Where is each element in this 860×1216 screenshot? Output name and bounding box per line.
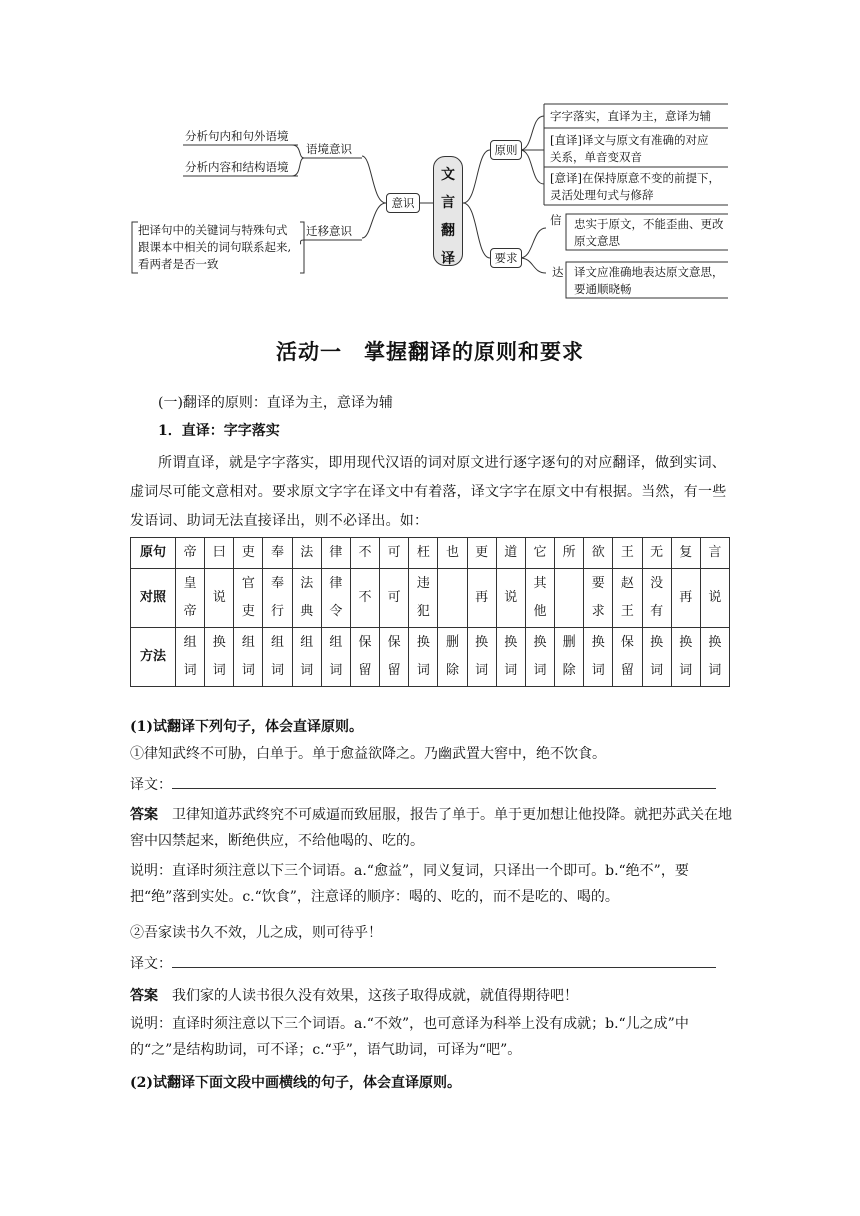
node-yuanze [490, 140, 522, 160]
cell-text: 其他 [533, 576, 547, 619]
cell-text: 违犯 [416, 576, 430, 619]
cell-text: 删除 [445, 635, 459, 678]
table-cell [205, 569, 234, 628]
section-heading-principle: (一)翻译的原则：直译为主，意译为辅 [158, 395, 393, 411]
cell-text: 换词 [416, 635, 430, 678]
cell-text: 欲 [591, 545, 605, 560]
table-cell [555, 628, 584, 687]
cell-text: 法 [300, 545, 314, 560]
cell-text: 官吏 [241, 576, 255, 619]
cell-text: 律 [329, 545, 343, 560]
xin-desc-1: 忠实于原文，不能歪曲、更改 [574, 217, 724, 231]
cell-text: 皇帝 [183, 576, 197, 619]
table-cell [350, 538, 379, 569]
table-cell [700, 569, 729, 628]
cell-text: 换词 [679, 635, 693, 678]
cell-text: 不 [358, 590, 372, 605]
table-cell [438, 569, 467, 628]
table-cell [642, 538, 671, 569]
answer-2-text: 我们家的人读书很久没有效果，这孩子取得成就，就值得期待吧！ [172, 988, 578, 1004]
table-cell [584, 628, 613, 687]
cell-text: 言 [708, 545, 722, 560]
cell-text: 枉 [416, 545, 430, 560]
table-cell [496, 538, 525, 569]
activity-title: 活动一 掌握翻译的原则和要求 [276, 339, 584, 364]
table-cell [234, 569, 263, 628]
translation-label: 译文： [130, 777, 172, 793]
row-label: 方法 [131, 628, 176, 687]
table-cell [321, 628, 350, 687]
cell-text: 奉 [271, 545, 285, 560]
table-cell [525, 628, 554, 687]
yuanze-item-2b: 关系，单音变双音 [550, 150, 642, 164]
node-yaoqiu-label: 要求 [494, 251, 518, 265]
table-cell [467, 538, 496, 569]
cell-text: 律令 [329, 576, 343, 619]
mind-map-connectors [0, 0, 860, 320]
exercise-2-heading: (2)试翻译下面文段中画横线的句子，体会直译原则。 [130, 1075, 461, 1091]
mind-map-center-node [433, 156, 463, 266]
cell-text: 赵王 [620, 576, 634, 619]
cell-text: 换词 [212, 635, 226, 678]
table-cell [263, 569, 292, 628]
cell-text: 换词 [591, 635, 605, 678]
cell-text: 组词 [271, 635, 285, 678]
table-cell [263, 538, 292, 569]
table-cell [700, 628, 729, 687]
cell-text: 不 [358, 545, 372, 560]
cell-text: 说 [504, 590, 518, 605]
table-cell [642, 628, 671, 687]
cell-text: 保留 [620, 635, 634, 678]
cell-text: 帝 [183, 545, 197, 560]
table-cell [700, 538, 729, 569]
table-cell [671, 538, 700, 569]
cell-text: 删除 [562, 635, 576, 678]
cell-text: 组词 [329, 635, 343, 678]
table-cell [613, 538, 642, 569]
table-cell [671, 569, 700, 628]
cell-text: 可 [387, 590, 401, 605]
note-2: 说明：直译时须注意以下三个词语。a.“不效”，也可意译为科举上没有成就；b.“儿之成”中的“之”是结构助词，可不译；c.“乎”，语气助词，可译为“吧”。 [130, 1016, 689, 1058]
table-cell [176, 538, 205, 569]
node-xin: 信 [550, 213, 562, 227]
translation-line-1 [130, 772, 736, 798]
table-cell [409, 569, 438, 628]
xin-desc-2: 原文意思 [574, 234, 620, 248]
row-mapping [131, 569, 730, 628]
node-yaoqiu [490, 248, 522, 268]
intro-paragraph: 所谓直译，就是字字落实，即用现代汉语的词对原文进行逐字逐句的对应翻译，做到实词、虚词尽可能文意相对。要求原文字字在译文中有着落，译文字字在原文中有根据。当然，有一些发语词、助词无法直接译出，则不必译出。如： [130, 455, 727, 529]
answer-1 [130, 802, 736, 854]
table-cell [263, 628, 292, 687]
cell-text: 没有 [650, 576, 664, 619]
table-cell [292, 538, 321, 569]
table-cell [671, 628, 700, 687]
table-cell [234, 628, 263, 687]
node-yujing: 语境意识 [306, 142, 352, 156]
cell-text: 再 [679, 590, 693, 605]
yujing-item-2: 分析内容和结构语境 [185, 160, 289, 174]
table-cell [350, 569, 379, 628]
qianyi-desc-3: 看两者是否一致 [138, 257, 219, 271]
table-cell [292, 569, 321, 628]
table-cell [205, 628, 234, 687]
translation-label: 译文： [130, 956, 172, 972]
yuanze-item-1: 字字落实，直译为主，意译为辅 [550, 109, 711, 123]
table-cell [496, 628, 525, 687]
answer-label: 答案 [130, 988, 158, 1004]
answer-label: 答案 [130, 807, 158, 823]
node-yishi-label: 意识 [391, 196, 415, 210]
note-1: 说明：直译时须注意以下三个词语。a.“愈益”，同义复词，只译出一个即可。b.“绝不”，要把“绝”落到实处。c.“饮食”，注意译的顺序：喝的、吃的，而不是吃的、喝的。 [130, 863, 689, 905]
qianyi-desc-1: 把译句中的关键词与特殊句式 [138, 223, 288, 237]
table-cell [525, 538, 554, 569]
table-cell [555, 569, 584, 628]
answer-blank-2[interactable] [172, 953, 716, 968]
cell-text: 换词 [475, 635, 489, 678]
cell-text: 换词 [504, 635, 518, 678]
cell-text: 无 [650, 545, 664, 560]
table-cell [467, 628, 496, 687]
table-cell [438, 628, 467, 687]
answer-blank-1[interactable] [172, 774, 716, 789]
mind-map [0, 0, 860, 320]
table-cell [176, 569, 205, 628]
cell-text: 说 [708, 590, 722, 605]
section-heading-literal: 1．直译：字字落实 [158, 423, 280, 439]
node-yuanze-label: 原则 [494, 143, 518, 157]
table-cell [409, 628, 438, 687]
translation-line-2 [130, 951, 736, 977]
cell-text: 再 [475, 590, 489, 605]
da-desc-2: 要通顺晓畅 [574, 282, 632, 296]
cell-text: 换词 [533, 635, 547, 678]
cell-text: 要求 [591, 576, 605, 619]
cell-text: 换词 [708, 635, 722, 678]
table-cell [496, 569, 525, 628]
answer-1-text: 卫律知道苏武终究不可威逼而致屈服，报告了单于。单于更加想让他投降。就把苏武关在地窖中囚禁起来，断绝供应，不给他喝的、吃的。 [130, 807, 732, 849]
exercise-1-sentence-2: ②吾家读书久不效，儿之成，则可待乎！ [130, 925, 382, 941]
cell-text: 法典 [300, 576, 314, 619]
table-cell [380, 569, 409, 628]
cell-text: 可 [387, 545, 401, 560]
cell-text: 换词 [650, 635, 664, 678]
table-cell [380, 628, 409, 687]
cell-text: 说 [212, 590, 226, 605]
table-cell [584, 538, 613, 569]
comparison-table [130, 537, 730, 687]
cell-text: 王 [620, 545, 634, 560]
table-cell [321, 569, 350, 628]
table-cell [467, 569, 496, 628]
row-label: 原句 [131, 538, 176, 569]
cell-text: 保留 [387, 635, 401, 678]
row-label: 对照 [131, 569, 176, 628]
table-cell [613, 628, 642, 687]
table-cell [525, 569, 554, 628]
table-cell [205, 538, 234, 569]
cell-text: 复 [679, 545, 693, 560]
table-cell [176, 628, 205, 687]
yuanze-item-3b: 灵活处理句式与修辞 [550, 188, 654, 202]
table-cell [409, 538, 438, 569]
cell-text: 更 [475, 545, 489, 560]
table-cell [555, 538, 584, 569]
table-cell [350, 628, 379, 687]
row-original [131, 538, 730, 569]
cell-text: 组词 [241, 635, 255, 678]
table-cell [642, 569, 671, 628]
cell-text: 它 [533, 545, 547, 560]
qianyi-desc-2: 跟课本中相关的词句联系起来, [138, 240, 292, 254]
cell-text: 吏 [241, 545, 255, 560]
cell-text: 保留 [358, 635, 372, 678]
table-cell [380, 538, 409, 569]
answer-2 [130, 983, 736, 1009]
cell-text: 道 [504, 545, 518, 560]
center-label: 文言翻译 [441, 167, 455, 267]
table-cell [292, 628, 321, 687]
node-yishi [386, 193, 420, 213]
cell-text: 组词 [300, 635, 314, 678]
cell-text: 也 [445, 545, 459, 560]
cell-text: 所 [562, 545, 576, 560]
exercise-1-sentence-1: ①律知武终不可胁，白单于。单于愈益欲降之。乃幽武置大窖中，绝不饮食。 [130, 746, 606, 762]
table-cell [613, 569, 642, 628]
yuanze-item-3a: [意译]在保持原意不变的前提下， [550, 171, 720, 185]
row-method [131, 628, 730, 687]
cell-text: 奉行 [271, 576, 285, 619]
table-cell [234, 538, 263, 569]
node-qianyi: 迁移意识 [306, 224, 352, 238]
cell-text: 组词 [183, 635, 197, 678]
yujing-item-1: 分析句内和句外语境 [185, 129, 289, 143]
cell-text: 曰 [212, 545, 226, 560]
node-da: 达 [552, 265, 564, 279]
table-cell [438, 538, 467, 569]
da-desc-1: 译文应准确地表达原文意思， [574, 265, 724, 279]
table-cell [584, 569, 613, 628]
exercise-1-heading: (1)试翻译下列句子，体会直译原则。 [130, 719, 363, 735]
yuanze-item-2a: [直译]译文与原文有准确的对应 [550, 133, 709, 147]
table-cell [321, 538, 350, 569]
